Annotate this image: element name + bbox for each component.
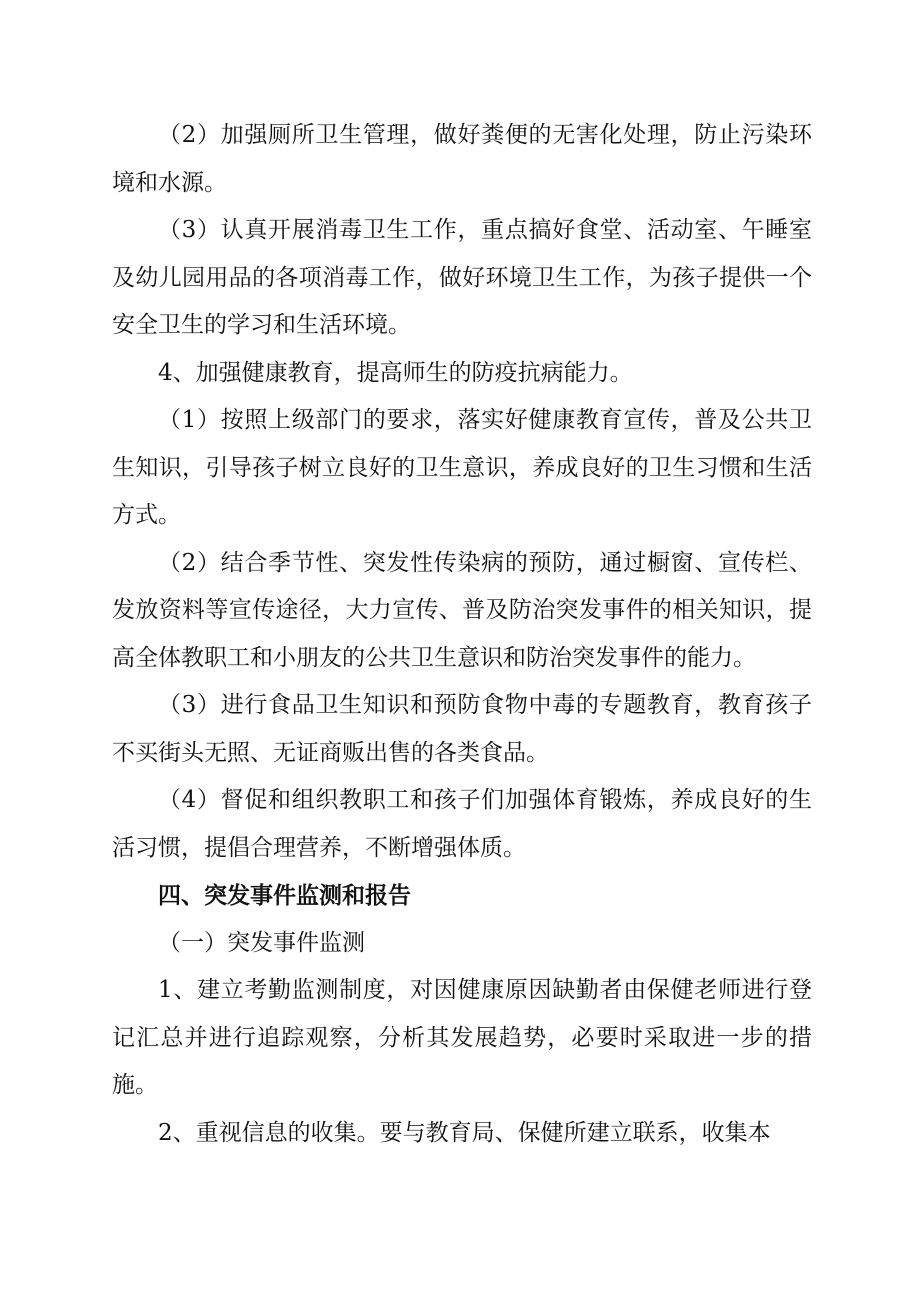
paragraph-attendance-monitoring: 1、建立考勤监测制度，对因健康原因缺勤者由保健老师进行登记汇总并进行追踪观察，分析其发展趋势，必要时采取进一步的措施。 — [112, 977, 812, 1098]
paragraph-publicity: （1）按照上级部门的要求，落实好健康教育宣传，普及公共卫生知识，引导孩子树立良好的卫生意识，养成良好的卫生习惯和生活方式。 — [112, 407, 812, 528]
document-page — [112, 112, 812, 1157]
paragraph-food-safety: （3）进行食品卫生知识和预防食物中毒的专题教育，教育孩子不买街头无照、无证商贩出售的各类食品。 — [112, 692, 812, 766]
paragraph-disease-prevention: （2）结合季节性、突发性传染病的预防，通过橱窗、宣传栏、发放资料等宣传途径，大力宣传、普及防治突发事件的相关知识，提高全体教职工和小朋友的公共卫生意识和防治突发事件的能力。 — [112, 549, 812, 671]
paragraph-toilet-hygiene: （2）加强厕所卫生管理，做好粪便的无害化处理，防止污染环境和水源。 — [112, 122, 812, 196]
paragraph-disinfection: （3）认真开展消毒卫生工作，重点搞好食堂、活动室、午睡室及幼儿园用品的各项消毒工作，做好环境卫生工作，为孩子提供一个安全卫生的学习和生活环境。 — [112, 217, 812, 338]
subheading-monitoring: （一）突发事件监测 — [158, 929, 365, 956]
paragraph-physical-exercise: （4）督促和组织教职工和孩子们加强体育锻炼，养成良好的生活习惯，提倡合理营养，不断增强体质。 — [112, 787, 812, 861]
paragraph-health-education: 4、加强健康教育，提高师生的防疫抗病能力。 — [158, 359, 633, 386]
section-heading-monitoring: 四、突发事件监测和报告 — [158, 882, 411, 909]
paragraph-information-collection: 2、重视信息的收集。要与教育局、保健所建立联系，收集本 — [158, 1119, 771, 1146]
